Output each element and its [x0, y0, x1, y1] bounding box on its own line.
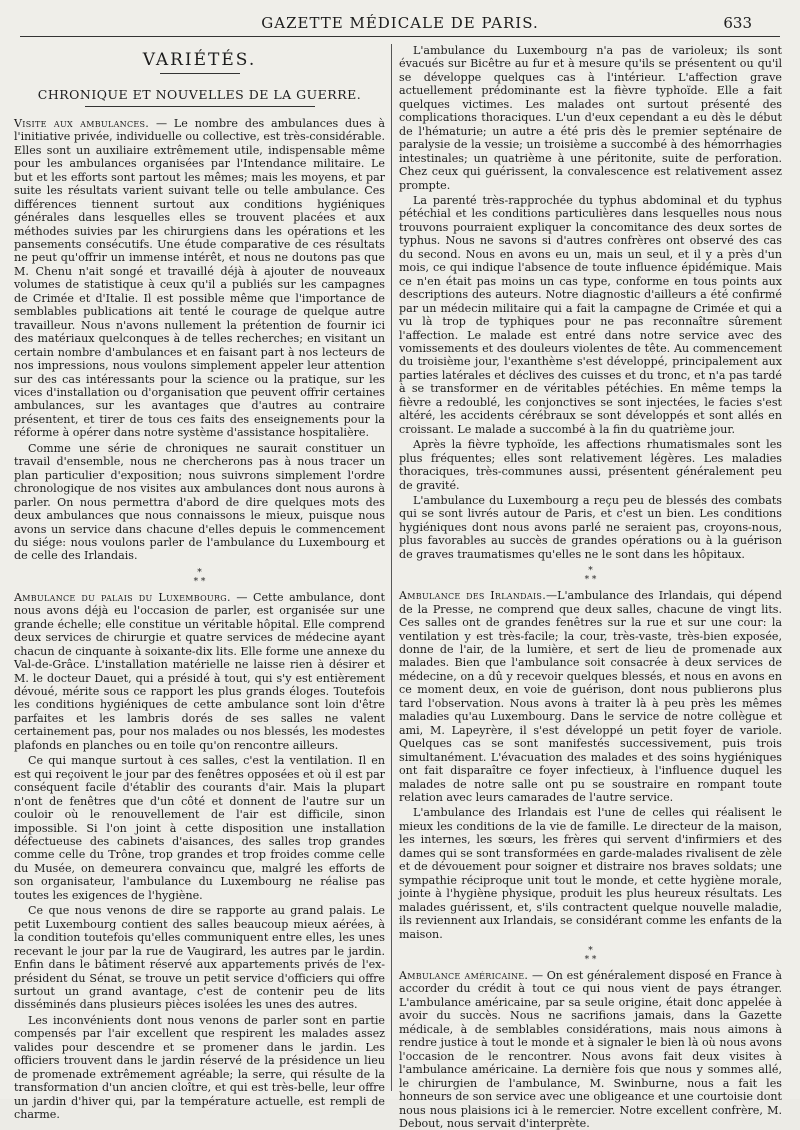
separator-stars: * * * — [193, 567, 206, 587]
column-divider — [391, 44, 392, 1091]
paragraph: Ce que nous venons de dire se rapporte au grand palais. Le petit Luxembourg contient des salles beaucoup mieux aérées, à la condition toutefois qu'elles communiquent entre elles, les unes recevant le jour par la rue de Vaugirard, les autres par le jardin. Enfin dans le bâtiment réservé aux appartements privés de l'ex-président du Sénat, se trouve un petit service d'officiers qui offre surtout un grand avantage, c'est de contenir peu de lits disséminés dans plusieurs pièces isolées les unes des autres. — [14, 904, 385, 1012]
paragraph-text: —L'ambulance des Irlandais, qui dépend de la Presse, ne comprend que deux salles, chacune de vingt lits. Ces salles ont de grandes fenêtres sur la rue et sur une cour: la ventilation y est très-facile; la cour, très-vaste, très-bien exposée, donne de l'air, de la lumière, et sert de lieu de promenade aux malades. Bien que l'ambulance soit consacrée à deux services de médecine, on a dû y recevoir quelques blessés, et nous en avons en ce moment deux, en voie de guérison, dont nous publierons plus tard l'observation. Nous avons à traiter là à peu près les mêmes maladies qu'au Luxembourg. Dans le service de notre collègue et ami, M. Lapeyrère, il s'est développé un petit foyer de variole. Quelques cas se sont manifestés successivement, puis trois simultanément. L'évacuation des malades et des soins hygiéniques ont fait disparaître ce foyer infectieux, à l'influence duquel les malades de notre salle ont pu se soustraire en rompant toute relation avec leurs camarades de l'autre service. — [399, 589, 782, 805]
right-column — [399, 44, 782, 1130]
paragraph-text: — On est généralement disposé en France à accorder du crédit à tout ce qui nous vient de pays étranger. L'ambulance américaine, par sa seule origine, était donc appelée à avoir du succès. Nous ne sacrifions jamais, dans la Gazette médicale, à de semblables considérations, mais nous aimons à rendre justice à tout le monde et à signaler le bien là où nous avons l'occasion de le rencontrer. Nous avons fait deux visites à l'ambulance américaine. La dernière fois que nous y sommes allé, le chirurgien de l'ambulance, M. Swinburne, nous a fait les honneurs de son service avec une obligeance et une courtoisie dont nous nous plaisions ici à le remercier. Notre excellent confrère, M. Debout, nous servait d'interprète. — [399, 969, 782, 1130]
paragraph — [14, 117, 385, 440]
paragraph: Comme une série de chroniques ne saurait constituer un travail d'ensemble, nous ne chercherons pas à nous tracer un plan particulier d'exposition; nous suivrons simplement l'ordre chronologique de nos visites aux ambulances dont nous aurons à parler. On nous permettra d'abord de dire quelques mots des deux ambulances que nous connaissons le mieux, puisque nous avons un service dans chacune d'elles depuis le commencement du siége: nous voulons parler de l'ambulance du Luxembourg et de celle des Irlandais. — [14, 441, 385, 563]
paragraph: L'ambulance des Irlandais est l'une de celles qui réalisent le mieux les conditions de la vie de famille. Le directeur de la maison, les internes, les sœurs, les frères qui servent d'infirmiers et des dames qui se sont transformées en garde-malades rivalisent de zèle et de dévouement pour soigner et distraire nos braves soldats; une sympathie réciproque unit tout le monde, et cette hygiène morale, jointe à l'hygiène physique, produit les plus heureux résultats. Les malades guérissent, et, s'ils contractent quelque nouvelle maladie, ils reviennent aux Irlandais, se considérant comme les enfants de la maison. — [399, 806, 782, 941]
paragraph — [399, 589, 782, 804]
paragraph: Après la fièvre typhoïde, les affections rhumatismales sont les plus fréquentes; elles sont relativement légères. Les maladies thoraciques, très-communes aussi, présentent généralement peu de gravité. — [399, 438, 782, 492]
paragraph: Ce qui manque surtout à ces salles, c'est la ventilation. Il en est qui reçoivent le jour par des fenêtres opposées et où il est par conséquent facile d'établir des courants d'air. Mais la plupart n'ont de fenêtres que d'un côté et donnent de l'autre sur un couloir où le renouvellement de l'air est difficile, sinon impossible. Si l'on joint à cette disposition une installation défectueuse des cabinets d'aisances, des salles trop grandes comme celle du Trône, trop grandes et trop froides comme celle du Musée, on demeurera convaincu que, malgré les efforts de son organisateur, l'ambulance du Luxembourg ne réalise pas toutes les exigences de l'hygiène. — [14, 754, 385, 902]
section-title: VARIÉTÉS. — [142, 50, 257, 70]
irlandais-heading: Ambulance des Irlandais. — [399, 589, 547, 603]
paragraph: Les inconvénients dont nous venons de parler sont en partie compensés par l'air excellent que respirent les malades assez valides pour descendre et se promener dans le jardin. Les officiers trouvent dans le jardin réservé de la présidence un lieu de promenade extrêmement agréable; la serre, qui résulte de la transformation d'un ancien cloître, et qui est très-belle, leur offre un jardin d'hiver qui, par la température actuelle, est rempli de charme. — [14, 1013, 385, 1122]
luxembourg-heading: Ambulance du palais du Luxembourg. — [14, 590, 231, 604]
paragraph: L'ambulance du Luxembourg n'a pas de varioleux; ils sont évacués sur Bicêtre au fur et à mesure qu'ils se présentent ou qu'il se développe quelques cas à l'intérieur. L'affection grave actuellement prédominante est la fièvre typhoïde. Elle a fait quelques victimes. Les malades ont surtout présenté des complications thoraciques. L'un d'eux cependant a eu dès le début de l'hématurie; un autre a été pris dès le premier septénaire de paralysie de la vessie; un troisième a succombé à des hémorrhagies intestinales; un quatrième à une péritonite, suite de perforation. Chez ceux qui guérissent, la convalescence est relativement assez prompte. — [399, 44, 782, 192]
americaine-heading: Ambulance américaine. — [399, 969, 529, 982]
chronicle-title: CHRONIQUE ET NOUVELLES DE LA GUERRE. — [37, 87, 362, 103]
separator-stars: * * * — [584, 566, 597, 586]
separator-stars: * * * — [584, 946, 597, 965]
paragraph: L'ambulance du Luxembourg a reçu peu de blessés des combats qui se sont livrés autour de Paris, et c'est un bien. Les conditions hygiéniques dont nous avons parlé ne seraient pas, croyons-nous, plus favorables au succès de grandes opérations ou à la guérison de graves traumatismes qu'elles ne le sont dans les hôpitaux. — [399, 493, 782, 561]
page-number: 633 — [723, 14, 752, 32]
page-header — [20, 10, 780, 37]
paragraph-text: — Le nombre des ambulances dues à l'initiative privée, individuelle ou collective, est très-considérable. Elles sont un auxiliaire extrêmement utile, indispensable même pour les ambulances organisées par l'Intendance militaire. Le but et les efforts sont partout les mêmes; mais les moyens, et par suite les résultats varient suivant telle ou telle ambulance. Ces différences tiennent surtout aux conditions hygiéniques générales dans lesquelles elles se trouvent placées et aux méthodes suivies par les chirurgiens dans les opérations et les pansements consécutifs. Une étude comparative de ces résultats ne peut qu'offrir un immense intérêt, et nous ne doutons pas que M. Chenu n'ait songé et travaillé déjà à ajouter de nouveaux volumes de statistique à ceux qu'il a publiés sur les campagnes de Crimée et d'Italie. Il est possible même que l'importance de semblables publications ait tenté le courage de quelque autre travailleur. Nous n'avons nullement la prétention de fournir ici des matériaux quelconques à de telles recherches; en visitant un certain nombre d'ambulances et en faisant part à nos lecteurs de nos impressions, nous voulons simplement appeler leur attention sur des cas intéressants pour la science ou la pratique, sur les vices d'installation ou d'organisation que peuvent offrir certaines ambulances, sur les avantages que d'autres au contraire présentent, et tirer de tous ces faits des enseignements pour la réforme à opérer dans notre système d'assistance hospitalière. — [14, 116, 386, 440]
left-column — [14, 44, 386, 1122]
section-rule — [160, 73, 240, 74]
paragraph: La parenté très-rapprochée du typhus abdominal et du typhus pétéchial et les conditions particulières dans lesquelles nous nous trouvons pourraient expliquer la concomitance des deux sortes de typhus. Nous ne savons si d'autres confrères ont observé des cas du second. Nous en avons eu un, mais un seul, et il y a près d'un mois, ce qui indique l'absence de toute influence épidémique. Mais ce n'en était pas moins un cas type, conforme en tous points aux descriptions des auteurs. Notre diagnostic d'ailleurs a été confirmé par un médecin militaire qui a fait la campagne de Crimée et qui a vu là trop de typhiques pour ne pas reconnaître sûrement l'affection. Le malade est entré dans notre service avec des vomissements et des douleurs violentes de tête. Au commencement du troisième jour, l'exanthème s'est développé, principalement aux parties latérales et déclives des cuisses et du tronc, et n'a pas tardé à se transformer en de véritables pétéchies. En même temps la fièvre a redoublé, les conjonctives se sont injectées, le facies s'est altéré, les accidents cérébraux se sont développés et sont allés en croissant. Le malade a succombé à la fin du quatrième jour. — [399, 193, 782, 436]
chronicle-rule — [85, 106, 315, 107]
paragraph — [399, 969, 782, 1130]
journal-title: GAZETTE MÉDICALE DE PARIS. — [261, 14, 539, 32]
visites-heading: Visite aux ambulances. — [14, 116, 150, 130]
paragraph — [14, 591, 385, 752]
paragraph-text: — Cette ambulance, dont nous avons déjà eu l'occasion de parler, est organisée sur une grande échelle; elle constitue un véritable hôpital. Elle comprend deux services de chirurgie et quatre services de médecine ayant chacun de cinquante à soixante-dix lits. Elle forme une annexe du Val-de-Grâce. L'installation matérielle ne laisse rien à désirer et M. le docteur Dauet, qui a présidé à tout, qui s'y est entièrement dévoué, mérite sous ce rapport les plus grands éloges. Toutefois les conditions hygiéniques de cette ambulance sont loin d'être parfaites et les lambris dorés de ses salles ne valent certainement pas, pour nos malades ou nos blessés, les modestes plafonds en planches ou en toile qu'on rencontre ailleurs. — [14, 590, 385, 752]
